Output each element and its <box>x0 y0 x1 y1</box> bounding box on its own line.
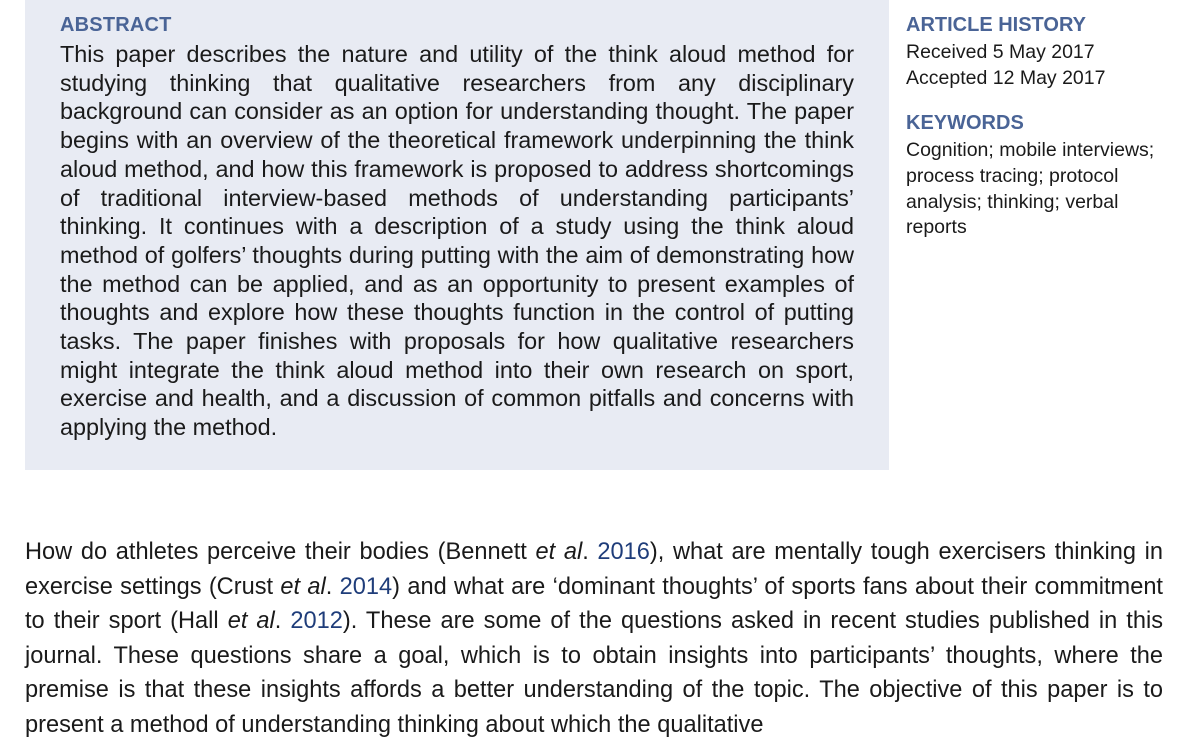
received-date: Received 5 May 2017 <box>906 41 1095 63</box>
body-paragraph <box>25 535 1163 742</box>
body-text-segment: ). These are some of the questions asked in recent studies published in this journal. These questions share a goal, which is to obtain insights into participants’ thoughts, where the premise is that these insights affords a better understanding of the topic. The objective of this paper is to present a method of understanding thinking about which the qualitative <box>25 608 1164 738</box>
keywords-text: Cognition; mobile interviews; process tracing; protocol analysis; thinking; verbal reports <box>906 139 1155 239</box>
abstract-heading: ABSTRACT <box>60 14 172 36</box>
citation-link-bennett-2016[interactable]: 2016 <box>597 539 650 565</box>
et-al: et al <box>227 608 275 634</box>
body-text-segment: How do athletes perceive their bodies (Bennett <box>25 539 536 565</box>
body-text-segment: . <box>582 539 598 565</box>
citation-link-hall-2012[interactable]: 2012 <box>290 608 343 634</box>
body-text-segment: . <box>325 573 340 600</box>
body-text-segment: . <box>274 608 291 634</box>
body-text-segment: ) and what are ‘dominant thoughts’ of sports fans about their commitment to their sport (Hall <box>25 573 1163 634</box>
article-history-heading: ARTICLE HISTORY <box>906 14 1087 36</box>
et-al: et al <box>280 573 326 600</box>
keywords-heading: KEYWORDS <box>906 112 1024 134</box>
accepted-date: Accepted 12 May 2017 <box>906 67 1106 89</box>
abstract-text: This paper describes the nature and utility of the think aloud method for studying thinking that qualitative researchers from any disciplinary background can consider as an option for understanding thought. The paper begins with an overview of the theoretical framework underpinning the think aloud method, and how this framework is proposed to address shortcomings of traditional interview-based methods of understanding participants’ thinking. It continues with a description of a study using the think aloud method of golfers’ thoughts during putting with the aim of demonstrating how the method can be applied, and as an opportunity to present examples of thoughts and explore how these thoughts function in the control of putting tasks. The paper finishes with proposals for how qualitative researchers might integrate the think aloud method into their own research on sport, exercise and health, and a discussion of common pitfalls and concerns with applying the method. <box>60 41 854 441</box>
citation-link-crust-2014[interactable]: 2014 <box>339 573 393 600</box>
et-al: et al <box>535 539 583 565</box>
body-text-segment: ), what are mentally tough exercisers thinking in exercise settings (Crust <box>25 539 1163 600</box>
